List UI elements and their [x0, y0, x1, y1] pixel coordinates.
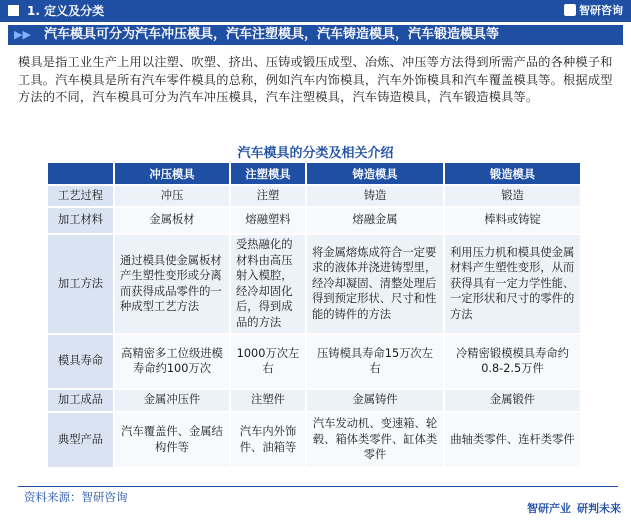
row-label: 加工方法 [48, 234, 114, 334]
table-cell: 冲压 [114, 185, 230, 207]
table-cell: 通过模具使金属板材产生塑性变形或分离而获得成品零件的一种成型工艺方法 [114, 234, 230, 334]
table-cell: 金属锻件 [444, 389, 581, 412]
table-cell: 1000万次左右 [230, 334, 306, 389]
row-label: 模具寿命 [48, 334, 114, 389]
row-label: 工艺过程 [48, 185, 114, 207]
table-cell: 金属冲压件 [114, 389, 230, 412]
footer-brand-name: 智研产业 [527, 502, 571, 515]
table-row [48, 412, 581, 467]
table-row [48, 185, 581, 207]
table-header-cell: 冲压模具 [114, 163, 230, 185]
brand-logo [564, 3, 623, 19]
row-label: 加工成品 [48, 389, 114, 412]
table-row [48, 389, 581, 412]
table-cell: 曲轴类零件、连杆类零件 [444, 412, 581, 467]
table-cell: 汽车发动机、变速箱、轮毂、箱体类零件、缸体类零件 [306, 412, 444, 467]
table-cell: 金属板材 [114, 207, 230, 234]
table-header-corner [48, 163, 114, 185]
source-note: 资料来源：智研咨询 [24, 490, 128, 504]
footer-brand-slogan: 研判未来 [577, 502, 621, 515]
double-chevron-icon: ▶▶ [14, 28, 31, 41]
table-cell: 汽车内外饰件、油箱等 [230, 412, 306, 467]
table-row [48, 334, 581, 389]
section-header-bar [0, 0, 631, 22]
table-cell: 将金属熔炼成符合一定要求的液体并浇进铸型里，经冷却凝固、清整处理后得到预定形状、尺寸和性能的铸件的方法 [306, 234, 444, 334]
brand-name: 智研咨询 [579, 4, 623, 17]
mold-classification-table [48, 163, 582, 467]
table-cell: 受热融化的材料由高压射入模腔，经冷却固化后，得到成品的方法 [230, 234, 306, 334]
row-label: 加工材料 [48, 207, 114, 234]
table-header-cell: 注塑模具 [230, 163, 306, 185]
table-header-row [48, 163, 581, 185]
table-header-cell: 锻造模具 [444, 163, 581, 185]
table-cell: 熔融塑料 [230, 207, 306, 234]
table-cell: 利用压力机和模具使金属材料产生塑性变形，从而获得具有一定力学性能、一定形状和尺寸的零件的方法 [444, 234, 581, 334]
table-row [48, 207, 581, 234]
table-cell: 熔融金属 [306, 207, 444, 234]
table-cell: 铸造 [306, 185, 444, 207]
table-title: 汽车模具的分类及相关介绍 [237, 146, 394, 161]
section-title: 1. 定义及分类 [27, 4, 105, 18]
brand-logo-icon [564, 4, 576, 16]
table-cell: 棒料或铸锭 [444, 207, 581, 234]
main-title-bar [8, 25, 623, 45]
footer-divider [18, 486, 618, 487]
table-cell: 压铸模具寿命15万次左右 [306, 334, 444, 389]
footer-brand [521, 502, 621, 516]
table-cell: 汽车覆盖件、金属结构件等 [114, 412, 230, 467]
main-title: 汽车模具可分为汽车冲压模具，汽车注塑模具，汽车铸造模具，汽车锻造模具等 [44, 27, 500, 42]
table-cell: 冷精密锻模模具寿命约0.8-2.5万件 [444, 334, 581, 389]
table-cell: 注塑件 [230, 389, 306, 412]
row-label: 典型产品 [48, 412, 114, 467]
table-header-cell: 铸造模具 [306, 163, 444, 185]
table-cell: 锻造 [444, 185, 581, 207]
table-cell: 金属铸件 [306, 389, 444, 412]
section-square-icon [8, 5, 19, 16]
table-row [48, 234, 581, 334]
table-cell: 注塑 [230, 185, 306, 207]
intro-paragraph: 模具是指工业生产上用以注塑、吹塑、挤出、压铸或锻压成型、冶炼、冲压等方法得到所需产品的各种模子和工具。汽车模具是所有汽车零件模具的总称，例如汽车内饰模具，汽车外饰模具和汽车覆盖模具等。根据成型方法的不同，汽车模具可分为汽车冲压模具，汽车注塑模具，汽车铸造模具，汽车锻造模具等。 [18, 55, 613, 104]
table-cell: 高精密多工位级进模寿命约100万次 [114, 334, 230, 389]
